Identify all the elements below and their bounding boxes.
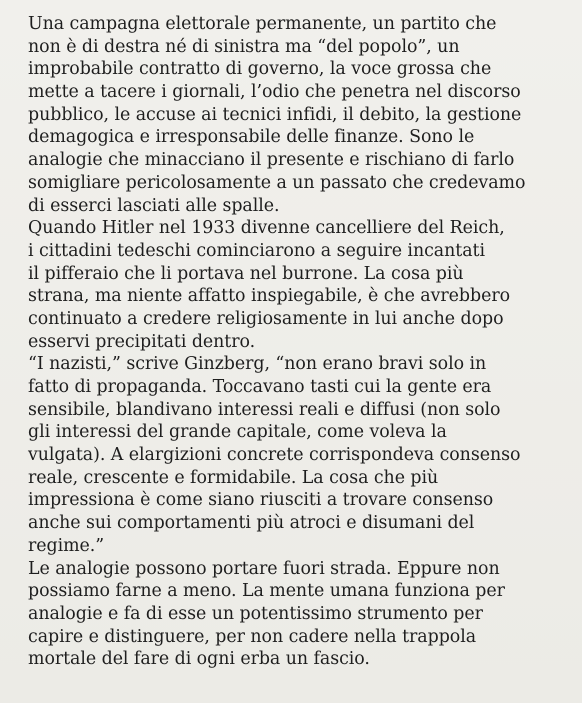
text-line: vulgata). A elargizioni concrete corrispondeva consenso: [28, 445, 521, 466]
text-line: il pifferaio che li portava nel burrone. La cosa più: [28, 263, 464, 284]
text-line: Quando Hitler nel 1933 divenne cancelliere del Reich,: [28, 218, 505, 239]
text-line: impressiona è come siano riusciti a trovare consenso: [28, 490, 494, 511]
text-line: improbabile contratto di governo, la voce grossa che: [28, 59, 492, 80]
text-line: regime.”: [28, 535, 105, 556]
text-line: i cittadini tedeschi cominciarono a seguire incantati: [28, 240, 485, 261]
text-line: mortale del fare di ogni erba un fascio.: [28, 649, 370, 670]
body-text: [28, 13, 573, 671]
text-line: anche sui comportamenti più atroci e disumani del: [28, 513, 475, 534]
text-line: sensibile, blandivano interessi reali e diffusi (non solo: [28, 399, 501, 420]
text-line: strana, ma niente affatto inspiegabile, è che avrebbero: [28, 286, 510, 307]
text-line: Una campagna elettorale permanente, un partito che: [28, 14, 497, 34]
text-line: possiamo farne a meno. La mente umana funziona per: [28, 581, 505, 602]
text-line: pubblico, le accuse ai tecnici infidi, il debito, la gestione: [28, 104, 522, 125]
text-line: mette a tacere i giornali, l’odio che penetra nel discorso: [28, 82, 521, 103]
text-line: di esserci lasciati alle spalle.: [28, 195, 280, 216]
text-line: fatto di propaganda. Toccavano tasti cui la gente era: [28, 377, 492, 397]
text-line: gli interessi del grande capitale, come voleva la: [28, 422, 447, 443]
text-line: “I nazisti,” scrive Ginzberg, “non erano bravi solo in: [28, 354, 487, 375]
text-line: somigliare pericolosamente a un passato che credevamo: [28, 172, 526, 193]
text-line: demagogica e irresponsabile delle finanze. Sono le: [28, 127, 475, 148]
text-line: analogie che minacciano il presente e rischiano di farlo: [28, 150, 515, 171]
text-line: continuato a credere religiosamente in lui anche dopo: [28, 308, 504, 329]
text-line: esservi precipitati dentro.: [28, 331, 256, 352]
text-line: reale, crescente e formidabile. La cosa che più: [28, 467, 439, 488]
text-line: analogie e fa di esse un potentissimo strumento per: [28, 603, 483, 624]
text-line: Le analogie possono portare fuori strada. Eppure non: [28, 558, 500, 579]
text-line: non è di destra né di sinistra ma “del popolo”, un: [28, 36, 460, 57]
text-line: capire e distinguere, per non cadere nella trappola: [28, 626, 477, 647]
